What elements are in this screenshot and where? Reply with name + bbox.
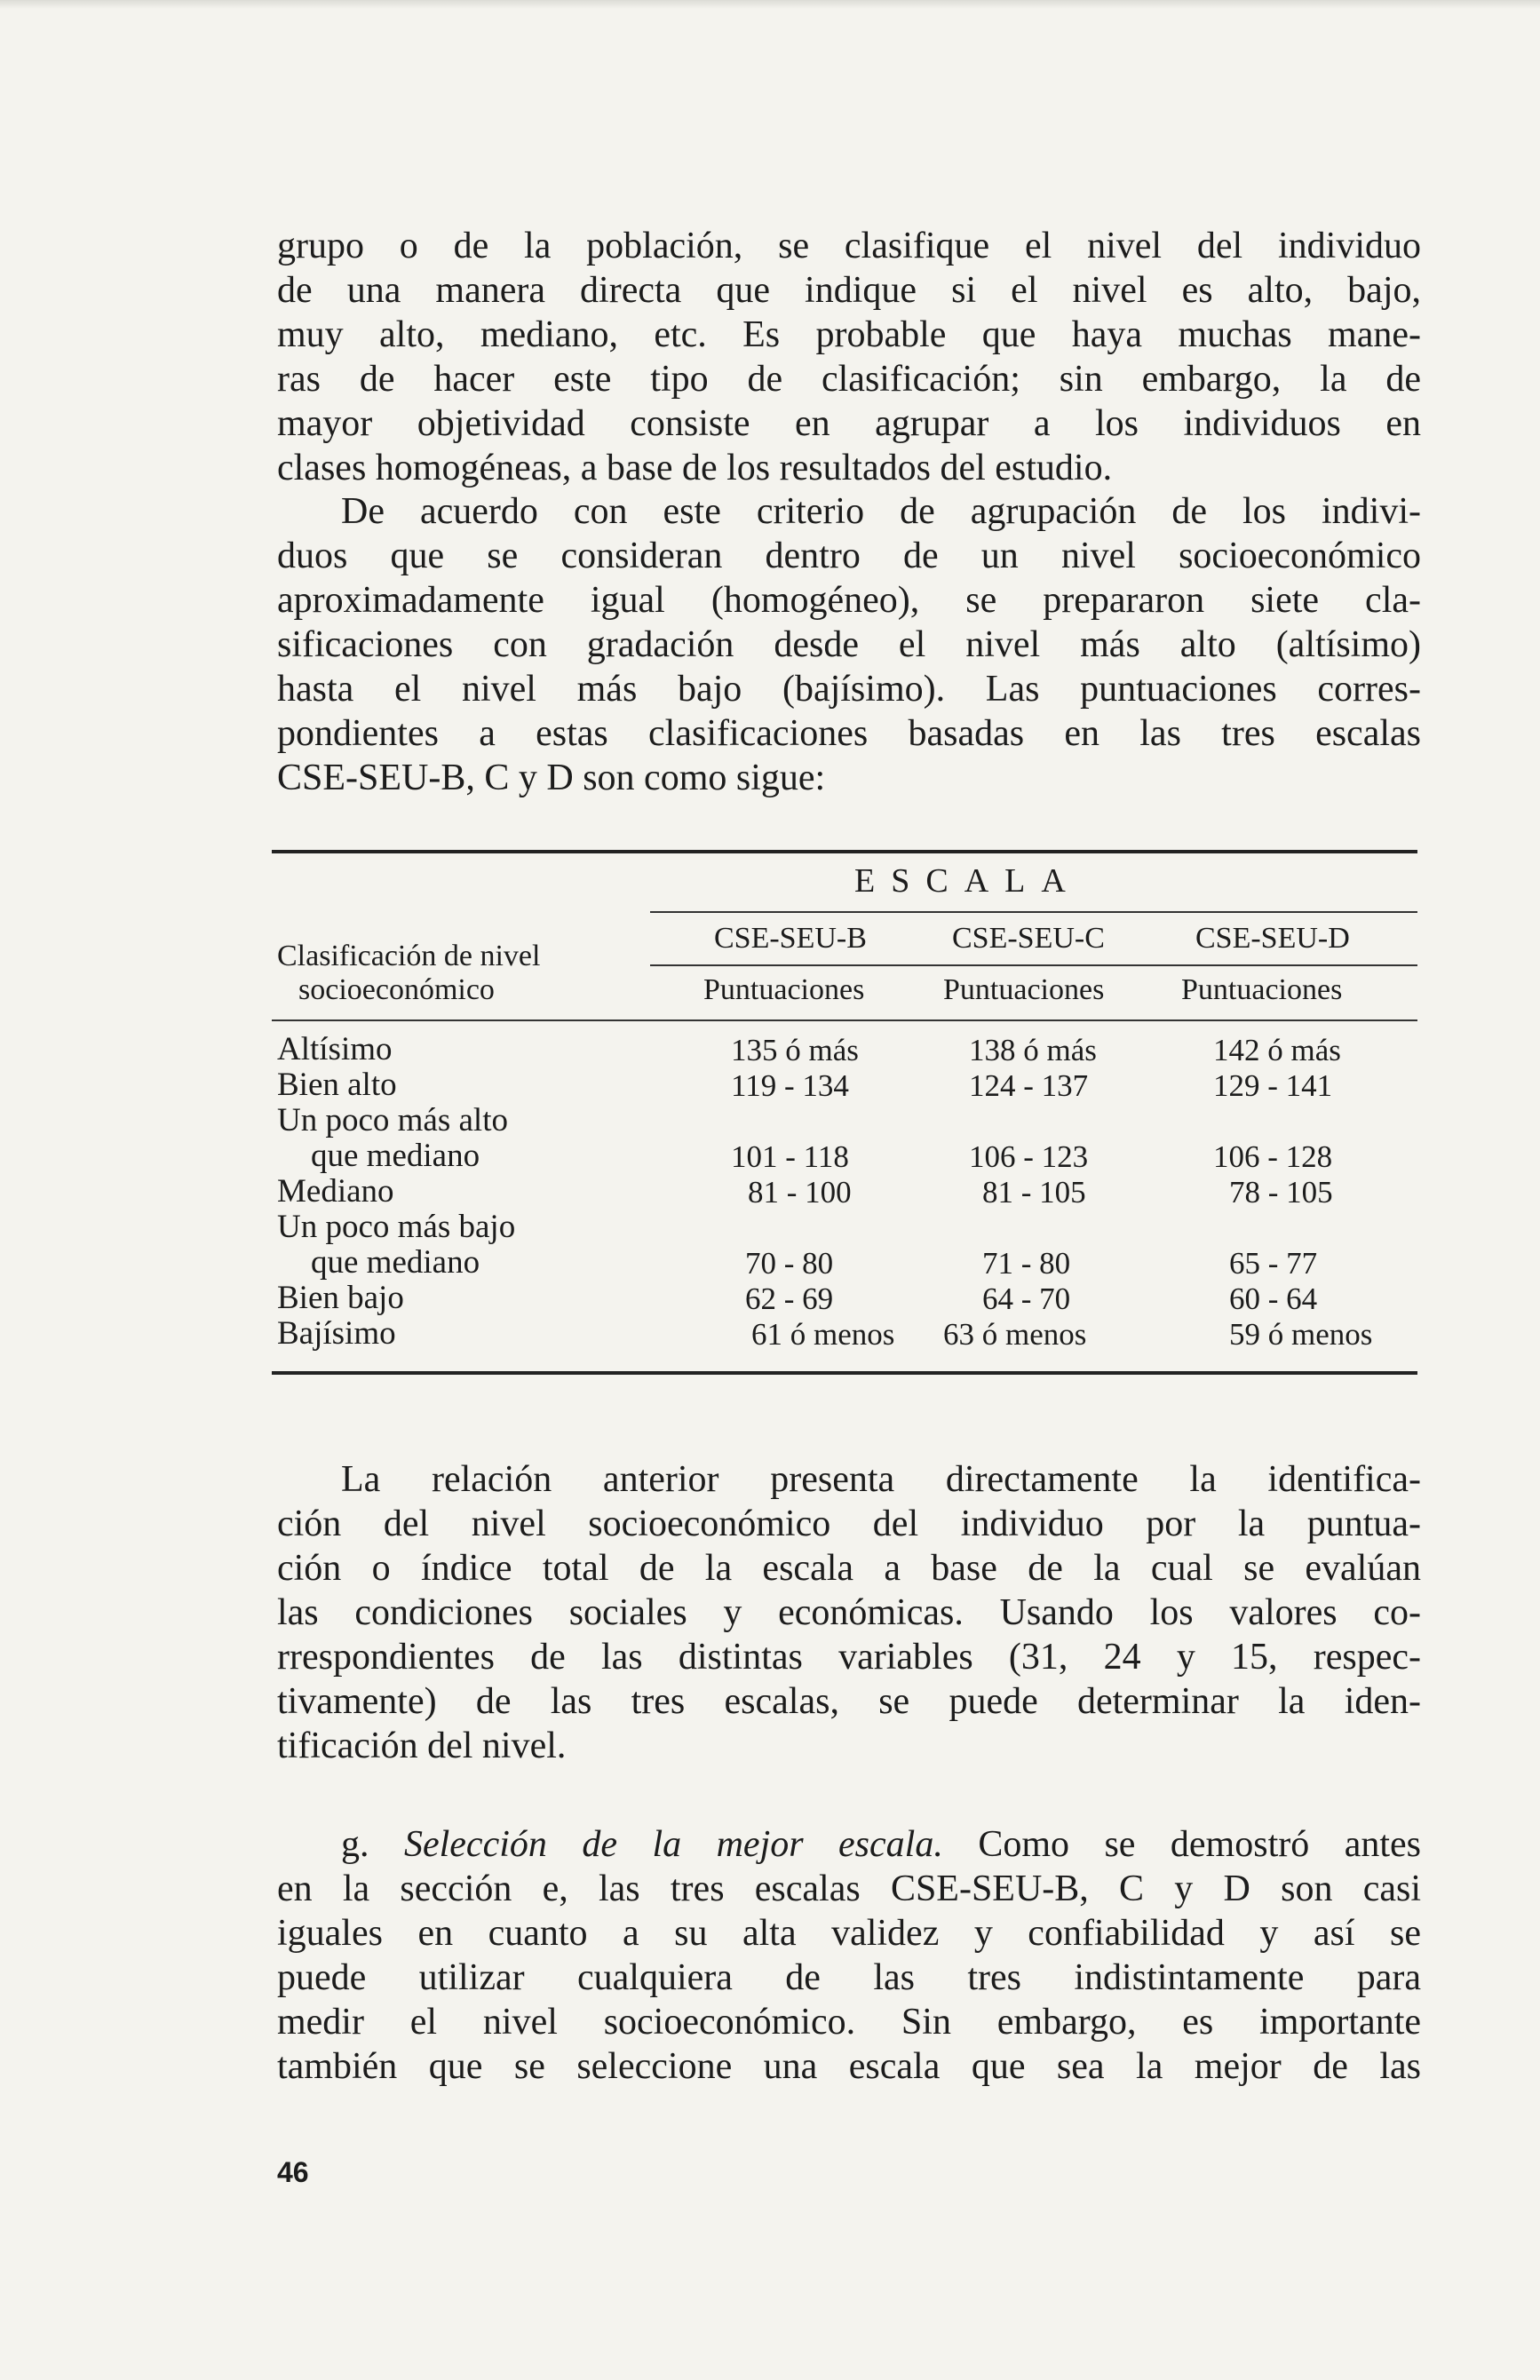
- text-line: ción o índice total de la escala a base de la cual se evalúan: [277, 1548, 1421, 1589]
- text-line: CSE-SEU-B, C y D son como sigue:: [277, 758, 826, 798]
- text-line: medir el nivel socioeconómico. Sin embargo, es importante: [277, 2002, 1421, 2043]
- text-line: pondientes a estas clasificaciones basadas en las tres escalas: [277, 713, 1421, 754]
- page-number: 46: [277, 2156, 309, 2188]
- cell-c: 81 - 105: [982, 1175, 1086, 1210]
- row-label-poco-mas-alto: Un poco más alto: [277, 1102, 508, 1138]
- table-bottom-rule: [272, 1371, 1417, 1375]
- section-marker: g.: [341, 1824, 369, 1865]
- text-line: La relación anterior presenta directamente la identifica-: [341, 1459, 1421, 1500]
- text-line: ción del nivel socioeconómico del individuo por la puntua-: [277, 1503, 1421, 1544]
- subheader-d: Puntuaciones: [1181, 973, 1343, 1006]
- cell-d: 142 ó más: [1213, 1033, 1341, 1067]
- text-line: De acuerdo con este criterio de agrupación de los indivi-: [341, 491, 1421, 532]
- cell-b: 81 - 100: [748, 1175, 852, 1210]
- paragraph-continuation: [277, 224, 1421, 490]
- text-line: tivamente) de las tres escalas, se puede determinar la iden-: [277, 1681, 1421, 1722]
- row-label-altisimo: Altísimo: [277, 1031, 393, 1067]
- text-line: iguales en cuanto a su alta validez y confiabilidad y así se: [277, 1913, 1421, 1954]
- row-label-bajisimo: Bajísimo: [277, 1315, 396, 1352]
- header-bottom-rule: [272, 1019, 1417, 1021]
- row-header-line-1: Clasificación de nivel: [277, 940, 541, 972]
- text-line: aproximadamente igual (homogéneo), se prepararon siete cla-: [277, 580, 1421, 621]
- cell-b: 101 - 118: [731, 1139, 849, 1174]
- cell-d: 60 - 64: [1229, 1281, 1318, 1316]
- column-header-rule: [650, 964, 1417, 966]
- section-g-first-line: [277, 1822, 1421, 1867]
- cell-d: 129 - 141: [1213, 1068, 1333, 1103]
- cell-c: 64 - 70: [982, 1281, 1071, 1316]
- text-line: grupo o de la población, se clasifique el nivel del individuo: [277, 226, 1421, 266]
- text-line: sificaciones con gradación desde el nivel más alto (altísimo): [277, 624, 1421, 665]
- column-header-d: CSE-SEU-D: [1195, 922, 1350, 955]
- cell-c: 71 - 80: [982, 1246, 1071, 1281]
- cell-b: 61 ó menos: [751, 1317, 895, 1352]
- text-line: muy alto, mediano, etc. Es probable que haya muchas mane-: [277, 314, 1421, 355]
- page-edge: [0, 0, 1540, 9]
- cell-d: 59 ó menos: [1229, 1317, 1373, 1352]
- row-label-bien-bajo: Bien bajo: [277, 1280, 404, 1316]
- column-header-b: CSE-SEU-B: [714, 922, 867, 955]
- paragraph-classification-intro: [277, 489, 1421, 800]
- cell-b: 62 - 69: [745, 1281, 834, 1316]
- subheader-b: Puntuaciones: [703, 973, 865, 1006]
- text-line: hasta el nivel más bajo (bajísimo). Las puntuaciones corres-: [277, 669, 1421, 710]
- text-line: ras de hacer este tipo de clasificación; sin embargo, la de: [277, 359, 1421, 400]
- row-label-poco-mas-alto-cont: que mediano: [311, 1138, 480, 1174]
- cell-d: 106 - 128: [1213, 1139, 1333, 1174]
- cell-b: 135 ó más: [731, 1033, 859, 1067]
- table-group-header: ESCALA: [854, 862, 1082, 900]
- text-line: rrespondientes de las distintas variables (31, 24 y 15, respec-: [277, 1637, 1421, 1678]
- cell-c: 138 ó más: [969, 1033, 1097, 1067]
- table-top-rule: [272, 850, 1417, 853]
- cell-d: 78 - 105: [1229, 1175, 1333, 1210]
- text-line: las condiciones sociales y económicas. Usando los valores co-: [277, 1592, 1421, 1633]
- text-line: mayor objetividad consiste en agrupar a los individuos en: [277, 403, 1421, 444]
- cell-c: 124 - 137: [969, 1068, 1089, 1103]
- cell-b: 70 - 80: [745, 1246, 834, 1281]
- row-header-line-2: socioeconómico: [298, 973, 495, 1006]
- paragraph-relation: [277, 1457, 1421, 1768]
- row-label-poco-mas-bajo-cont: que mediano: [311, 1244, 480, 1281]
- section-heading: Selección de la mejor escala.: [403, 1824, 943, 1865]
- text-line: clases homogéneas, a base de los resultados del estudio.: [277, 448, 1113, 488]
- column-header-c: CSE-SEU-C: [952, 922, 1105, 955]
- cell-c: 106 - 123: [969, 1139, 1089, 1174]
- cell-b: 119 - 134: [731, 1068, 849, 1103]
- text-line: en la sección e, las tres escalas CSE-SEU-B, C y D son casi: [277, 1868, 1421, 1909]
- cell-c: 63 ó menos: [943, 1317, 1087, 1352]
- group-header-rule: [650, 911, 1417, 913]
- text-line: puede utilizar cualquiera de las tres indistintamente para: [277, 1957, 1421, 1998]
- row-label-poco-mas-bajo: Un poco más bajo: [277, 1209, 516, 1245]
- text-line: de una manera directa que indique si el nivel es alto, bajo,: [277, 270, 1421, 311]
- cell-d: 65 - 77: [1229, 1246, 1318, 1281]
- row-label-mediano: Mediano: [277, 1173, 394, 1210]
- text-line: duos que se consideran dentro de un nivel socioeconómico: [277, 536, 1421, 576]
- row-label-bien-alto: Bien alto: [277, 1067, 397, 1103]
- text-line: también que se seleccione una escala que sea la mejor de las: [277, 2046, 1421, 2087]
- subheader-c: Puntuaciones: [943, 973, 1105, 1006]
- text-fragment: Como se demostró antes: [978, 1824, 1421, 1865]
- text-line: tificación del nivel.: [277, 1726, 567, 1766]
- section-g-selection: [277, 1822, 1421, 2089]
